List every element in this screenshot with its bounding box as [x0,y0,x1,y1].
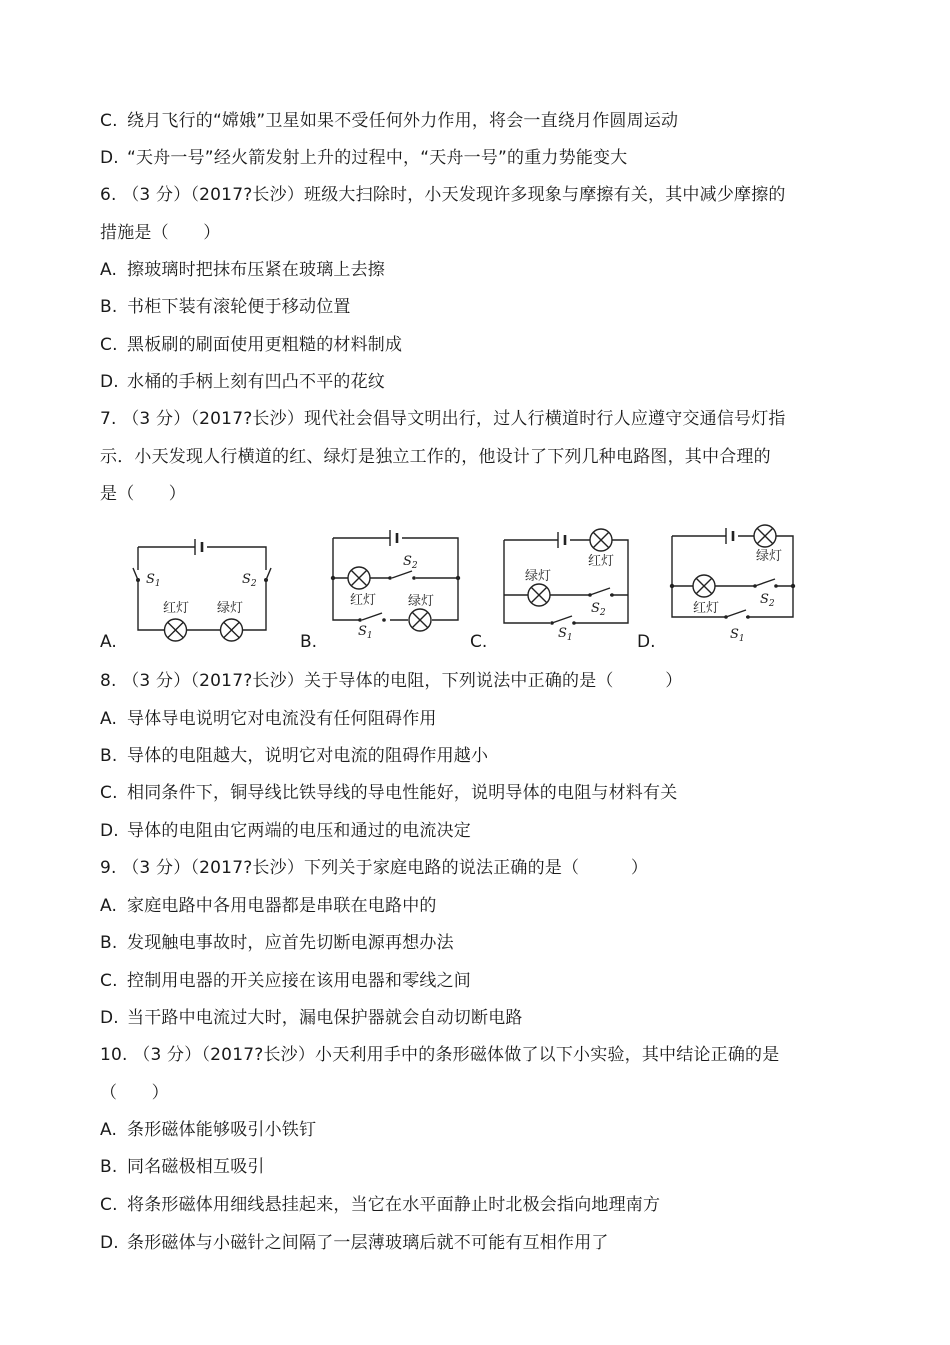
option-text: 绕月飞行的“嫦娥”卫星如果不受任何外力作用，将会一直绕月作圆周运动 [127,111,679,131]
q6-stem-line2: 措施是（ ） [100,223,221,243]
circuit-diagram-b [330,525,465,645]
circuit-d-caption: D. [637,632,656,652]
q8-option-d [100,820,471,842]
option-text: 导体的电阻由它两端的电压和通过的电流决定 [127,821,471,841]
s1-label: $S_1$ [558,626,573,643]
switch-s1 [726,610,746,617]
circuit-diagram-a [130,530,280,640]
option-letter: A. [100,1120,118,1140]
q5-option-c [100,110,678,132]
option-letter: D. [100,1008,119,1028]
switch-s2 [392,571,412,578]
q6-option-c [100,334,402,356]
q6-option-d [100,371,385,393]
q10-option-b [100,1156,265,1178]
switch-s2 [755,579,775,586]
q9-option-d [100,1007,523,1029]
option-letter: C. [100,1195,118,1215]
q8-option-a [100,708,437,730]
red-lamp-label: 红灯 [350,593,377,608]
green-lamp-label: 绿灯 [217,601,244,616]
q8-option-c [100,782,677,804]
q5-option-d [100,147,627,169]
q7-stem-line2: 示．小天发现人行横道的红、绿灯是独立工作的，他设计了下列几种电路图，其中合理的 [100,447,771,467]
option-letter: B. [100,746,118,766]
option-letter: B. [100,297,118,317]
option-text: 将条形磁体用细线悬挂起来，当它在水平面静止时北极会指向地理南方 [127,1195,661,1215]
option-letter: D. [100,821,119,841]
circuit-c-caption: C. [470,632,488,652]
option-letter: C. [100,335,118,355]
red-lamp-label: 红灯 [693,601,720,616]
switch-s2 [590,588,610,595]
q10-stem-line1: 10. （3 分）（2017?长沙）小天利用手中的条形磁体做了以下小实验，其中结论正确的是 [100,1045,780,1065]
option-text: 水桶的手柄上刻有凹凸不平的花纹 [127,372,385,392]
option-letter: A. [100,260,118,280]
s1-label: $S_1$ [358,624,373,641]
q6-stem-line1: 6. （3 分）（2017?长沙）班级大扫除时，小天发现许多现象与摩擦有关，其中减少摩擦的 [100,185,786,205]
red-lamp-label: 红灯 [588,554,615,569]
option-text: 书柜下装有滚轮便于移动位置 [127,297,351,317]
s1-label: $S_1$ [146,572,161,589]
s2-label: $S_2$ [403,554,418,571]
q6-option-a [100,259,385,281]
s2-label: $S_2$ [760,592,775,609]
q7-stem-line1: 7. （3 分）（2017?长沙）现代社会倡导文明出行，过人行横道时行人应遵守交通信号灯指 [100,409,786,429]
q9-option-a [100,895,437,917]
s2-label: $S_2$ [242,572,257,589]
option-text: 条形磁体与小磁针之间隔了一层薄玻璃后就不可能有互相作用了 [127,1233,609,1253]
option-text: 控制用电器的开关应接在该用电器和零线之间 [127,971,471,991]
q6-option-b [100,296,351,318]
option-letter: A. [100,709,118,729]
option-text: 擦玻璃时把抹布压紧在玻璃上去擦 [127,260,385,280]
red-lamp-label: 红灯 [163,601,190,616]
option-text: 当干路中电流过大时，漏电保护器就会自动切断电路 [127,1008,523,1028]
switch-s1 [362,613,382,620]
q10-option-d [100,1232,609,1254]
q8-stem: 8. （3 分）（2017?长沙）关于导体的电阻，下列说法中正确的是（ ） [100,671,683,691]
option-text: 导体导电说明它对电流没有任何阻碍作用 [127,709,437,729]
s2-label: $S_2$ [591,601,606,618]
option-letter: C. [100,111,118,131]
option-text: 发现触电事故时，应首先切断电源再想办法 [127,933,454,953]
circuit-diagram-c [500,525,635,645]
option-text: 同名磁极相互吸引 [127,1157,265,1177]
option-text: 家庭电路中各用电器都是串联在电路中的 [127,896,437,916]
option-text: 条形磁体能够吸引小铁钉 [127,1120,317,1140]
switch-s1 [552,616,572,623]
q8-option-b [100,745,488,767]
option-letter: D. [100,148,119,168]
circuit-b-caption: B. [300,632,318,652]
circuit-a-caption: A. [100,632,117,652]
option-letter: B. [100,1157,118,1177]
green-lamp-label: 绿灯 [408,594,435,609]
circuit-diagram-d [668,522,803,647]
green-lamp-label: 绿灯 [525,569,552,584]
q10-stem-line2: （ ） [100,1083,169,1103]
option-text: “天舟一号”经火箭发射上升的过程中，“天舟一号”的重力势能变大 [127,148,628,168]
option-text: 相同条件下，铜导线比铁导线的导电性能好，说明导体的电阻与材料有关 [127,783,678,803]
q10-option-c [100,1194,660,1216]
q9-option-c [100,970,471,992]
option-text: 导体的电阻越大，说明它对电流的阻碍作用越小 [127,746,489,766]
s1-label: $S_1$ [730,627,745,644]
option-letter: D. [100,1233,119,1253]
q9-stem: 9. （3 分）（2017?长沙）下列关于家庭电路的说法正确的是（ ） [100,858,649,878]
option-letter: C. [100,971,118,991]
green-lamp-label: 绿灯 [756,549,783,564]
q10-option-a [100,1119,316,1141]
option-text: 黑板刷的刷面使用更粗糙的材料制成 [127,335,403,355]
q9-option-b [100,932,454,954]
option-letter: D. [100,372,119,392]
q7-stem-line3: 是（ ） [100,484,186,504]
option-letter: B. [100,933,118,953]
option-letter: C. [100,783,118,803]
option-letter: A. [100,896,118,916]
